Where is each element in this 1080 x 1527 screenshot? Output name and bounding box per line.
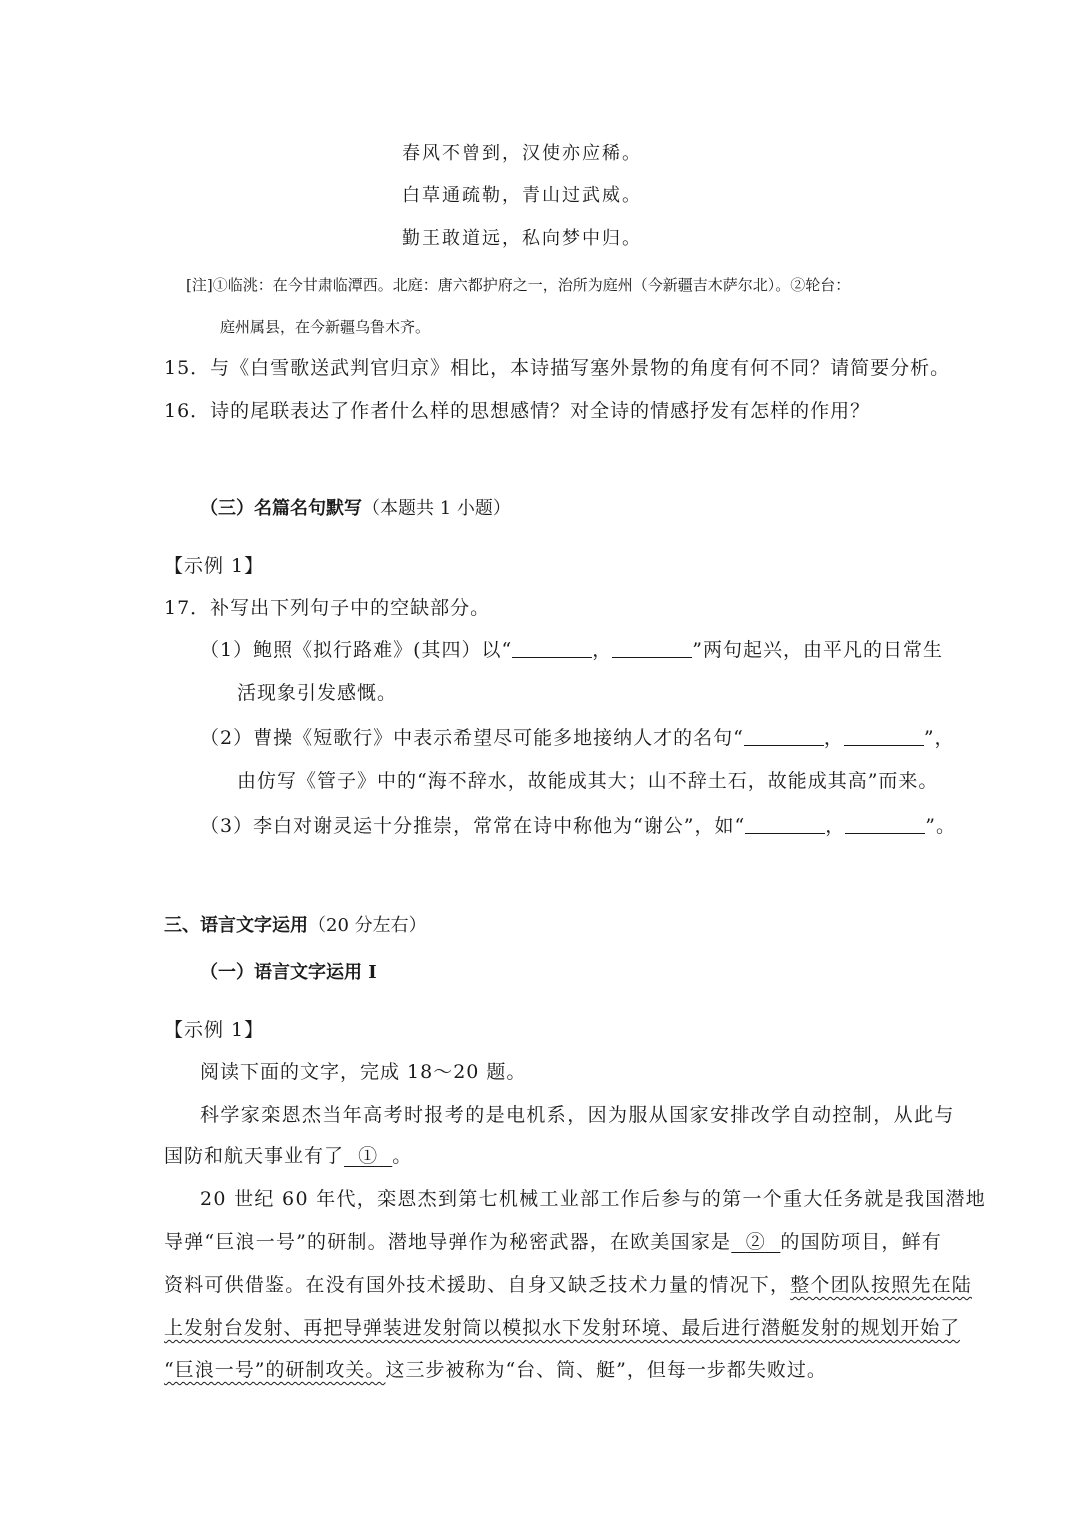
- poem-note-line-1: [注]①临洮：在今甘肃临潭西。北庭：唐六都护府之一，治所为庭州（今新疆吉木萨尔北）。②轮台：: [186, 276, 851, 294]
- passage-line-6: [164, 1313, 960, 1343]
- wavy-underlined-text: 整个团队按照先在陆: [790, 1274, 973, 1296]
- q17-p1-comma: ，: [592, 639, 613, 661]
- question-17-part-1: [200, 635, 943, 665]
- answer-blank[interactable]: [745, 813, 825, 834]
- passage-text: 。: [392, 1145, 413, 1167]
- passage-blank-2[interactable]: [731, 1231, 780, 1253]
- part-title-note: （20 分左右）: [308, 915, 427, 936]
- blank-number-1: ①: [358, 1145, 379, 1167]
- passage-line-4: [164, 1227, 942, 1257]
- section-title-note: （本题共 1 小题）: [362, 498, 511, 519]
- answer-blank[interactable]: [844, 725, 924, 746]
- section-title: （三）名篇名句默写: [200, 498, 362, 519]
- passage-line-1: 科学家栾恩杰当年高考时报考的是电机系，因为服从国家安排改学自动控制，从此与: [200, 1104, 955, 1126]
- blank-number-2: ②: [745, 1231, 766, 1253]
- section-heading-famous-quotes: [200, 494, 511, 524]
- passage-blank-1[interactable]: [344, 1145, 392, 1167]
- passage-text: 资料可供借鉴。在没有国外技术援助、自身又缺乏技术力量的情况下，: [164, 1274, 791, 1296]
- wavy-underlined-text: 上发射台发射、再把导弹装进发射筒以模拟水下发射环境、最后进行潜艇发射的规划开始了: [164, 1317, 961, 1339]
- part-heading-language-use: [164, 911, 427, 941]
- subsection-heading: （一）语言文字运用 I: [200, 962, 377, 983]
- question-17-part-1-cont: 活现象引发感慨。: [237, 682, 398, 704]
- question-17-part-2-cont: 由仿写《管子》中的“海不辞水，故能成其大；山不辞土石，故能成其高”而来。: [237, 770, 939, 792]
- poem-line-3: 勤王敢道远，私向梦中归。: [402, 228, 642, 249]
- q17-p2-comma: ，: [823, 727, 844, 749]
- wavy-underlined-text: “巨浪一号”的研制攻关。: [164, 1359, 386, 1381]
- passage-text: 的国防项目，鲜有: [780, 1231, 943, 1253]
- question-17-part-3: [200, 811, 956, 841]
- q17-p1-text-a: （1）鲍照《拟行路难》(其四）以“: [200, 639, 513, 661]
- passage-line-5: [164, 1270, 972, 1300]
- q17-p2-text-a: （2）曹操《短歌行》中表示希望尽可能多地接纳人才的名句“: [200, 727, 744, 749]
- answer-blank[interactable]: [744, 725, 824, 746]
- answer-blank[interactable]: [512, 637, 592, 658]
- q17-p3-comma: ，: [825, 815, 846, 837]
- poem-line-1: 春风不曾到，汉使亦应稀。: [402, 143, 642, 164]
- question-17-stem: 17．补写出下列句子中的空缺部分。: [164, 597, 491, 619]
- passage-text: 国防和航天事业有了: [164, 1145, 345, 1167]
- poem-line-2: 白草通疏勒，青山过武威。: [402, 185, 642, 206]
- part-title: 三、语言文字运用: [164, 915, 308, 936]
- passage-text: 这三步被称为“台、筒、艇”，但每一步都失败过。: [385, 1359, 827, 1381]
- question-15: 15．与《白雪歌送武判官归京》相比，本诗描写塞外景物的角度有何不同？请简要分析。: [164, 357, 951, 379]
- passage-line-2: [164, 1141, 412, 1171]
- q17-p1-text-c: ”两句起兴，由平凡的日常生: [692, 639, 943, 661]
- passage-text: 导弹“巨浪一号”的研制。潜地导弹作为秘密武器，在欧美国家是: [164, 1231, 732, 1253]
- passage-line-7: [164, 1355, 827, 1385]
- question-16: 16．诗的尾联表达了作者什么样的思想感情？对全诗的情感抒发有怎样的作用？: [164, 400, 871, 422]
- question-17-part-2: [200, 723, 955, 753]
- example-label: 【示例 1】: [164, 555, 265, 577]
- reading-instruction: 阅读下面的文字，完成 18～20 题。: [200, 1061, 527, 1083]
- passage-line-3: 20 世纪 60 年代，栾恩杰到第七机械工业部工作后参与的第一个重大任务就是我国潜地: [200, 1188, 987, 1210]
- q17-p3-text-c: ”。: [925, 815, 956, 837]
- poem-note-line-2: 庭州属县，在今新疆乌鲁木齐。: [220, 318, 431, 336]
- q17-p2-text-c: ”，: [923, 727, 955, 749]
- example-label-2: 【示例 1】: [164, 1019, 265, 1041]
- answer-blank[interactable]: [612, 637, 692, 658]
- answer-blank[interactable]: [845, 813, 925, 834]
- q17-p3-text-a: （3）李白对谢灵运十分推崇，常常在诗中称他为“谢公”，如“: [200, 815, 746, 837]
